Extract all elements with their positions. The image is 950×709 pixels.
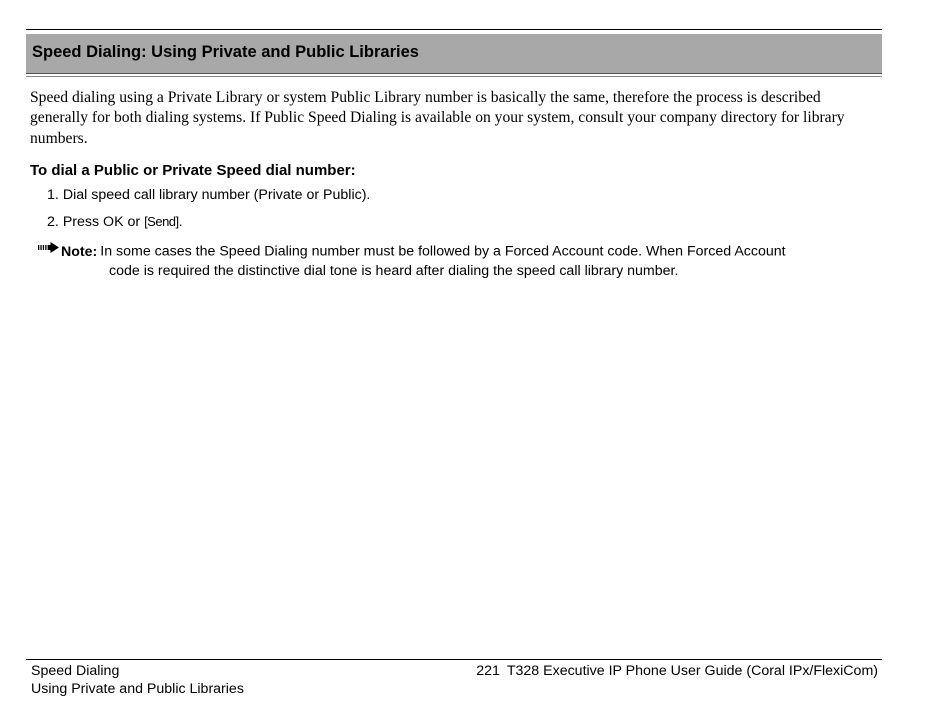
note-label: Note: [61, 243, 98, 260]
header-divider [26, 76, 882, 77]
note-text: In some cases the Speed Dialing number must be followed by a Forced Account code. When Forced Account [100, 243, 786, 260]
step-number: 1. [47, 187, 59, 203]
footer-rule [26, 659, 882, 660]
step-text: Press OK or [62, 214, 145, 230]
top-rule [26, 29, 882, 30]
arrow-icon [38, 240, 60, 260]
section-title: Speed Dialing: Using Private and Public Libraries [32, 43, 419, 61]
step-text: Dial speed call library number (Private or Public). [62, 187, 371, 203]
footer-chapter: Speed Dialing [31, 663, 120, 679]
step-text-end: . [178, 214, 183, 230]
note-text-continued: code is required the distinctive dial tone is heard after dialing the speed call library number. [109, 263, 679, 279]
procedure-heading: To dial a Public or Private Speed dial number: [30, 162, 356, 179]
intro-paragraph: Speed dialing using a Private Library or system Public Library number is basically the same, therefore the process is described generally for both dialing systems. If Public Speed Dialing is available on your system, consult your company directory for library numbers. [30, 89, 845, 147]
section-header [26, 34, 882, 74]
footer-page-info [476, 663, 878, 679]
footer-section: Using Private and Public Libraries [31, 681, 244, 697]
page-number: 221 [476, 663, 500, 679]
send-key-label: [Send] [144, 214, 179, 229]
procedure-step [47, 214, 183, 230]
note-block [38, 242, 868, 282]
document-title: T328 Executive IP Phone User Guide (Coral IPx/FlexiCom) [506, 663, 878, 679]
step-number: 2. [47, 214, 59, 230]
procedure-step [47, 187, 370, 203]
